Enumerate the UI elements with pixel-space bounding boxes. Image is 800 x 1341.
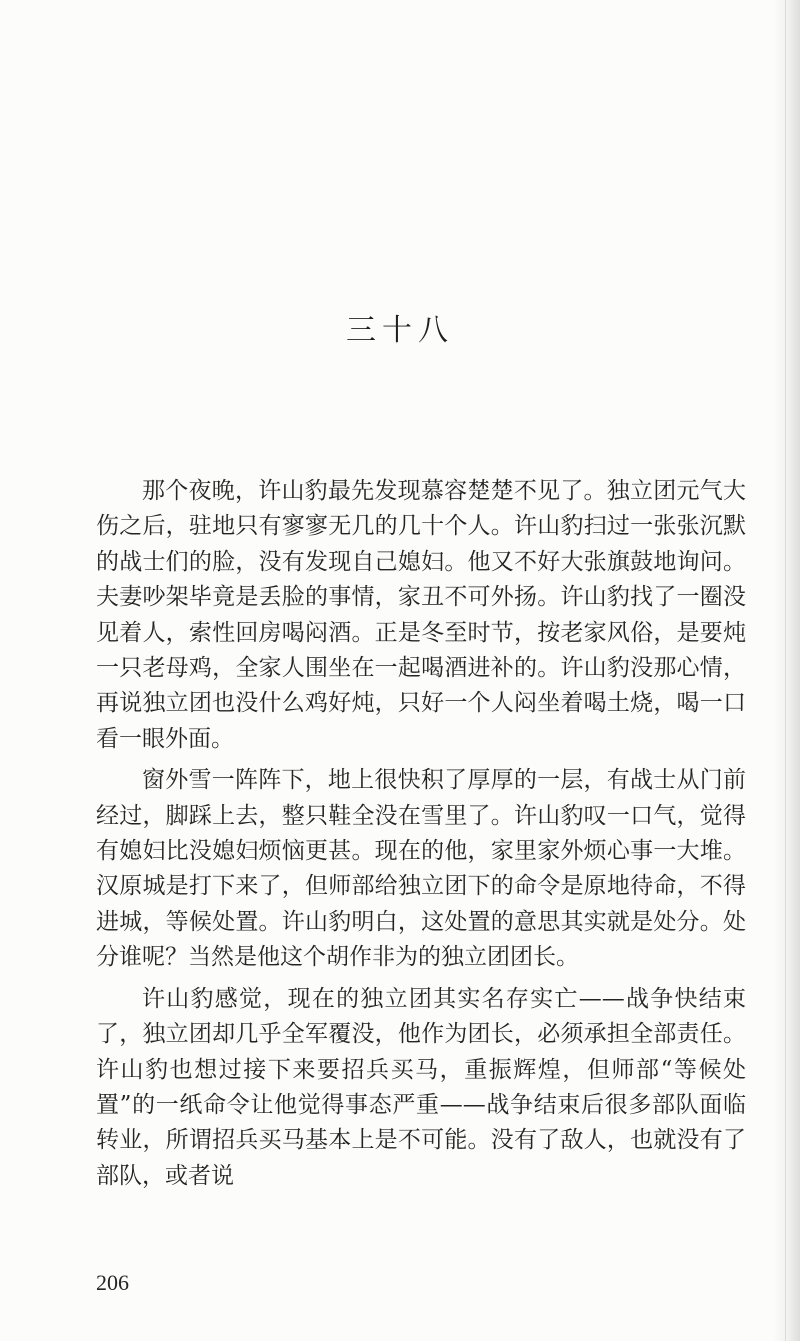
spine-shadow (772, 0, 800, 1341)
body-text (96, 474, 746, 1200)
paragraph-2: 窗外雪一阵阵下，地上很快积了厚厚的一层，有战士从门前经过，脚踩上去，整只鞋全没在雪里了。许山豹叹一口气，觉得有媳妇比没媳妇烦恼更甚。现在的他，家里家外烦心事一大堆。汉原城是打下来了，但师部给独立团下的命令是原地待命，不得进城，等候处置。许山豹明白，这处置的意思其实就是处分。处分谁呢？当然是他这个胡作非为的独立团团长。 (96, 767, 746, 971)
spine-line (785, 0, 786, 1341)
paragraph-3: 许山豹感觉，现在的独立团其实名存实亡——战争快结束了，独立团却几乎全军覆没，他作为团长，必须承担全部责任。许山豹也想过接下来要招兵买马，重振辉煌，但师部“等候处置”的一纸命令让他觉得事态严重——战争结束后很多部队面临转业，所谓招兵买马基本上是不可能。没有了敌人，也就没有了部队，或者说 (96, 985, 746, 1189)
paragraph-1: 那个夜晚，许山豹最先发现慕容楚楚不见了。独立团元气大伤之后，驻地只有寥寥无几的几十个人。许山豹扫过一张张沉默的战士们的脸，没有发现自己媳妇。他又不好大张旗鼓地询问。夫妻吵架毕竟是丢脸的事情，家丑不可外扬。许山豹找了一圈没见着人，索性回房喝闷酒。正是冬至时节，按老家风俗，是要炖一只老母鸡，全家人围坐在一起喝酒进补的。许山豹没那心情，再说独立团也没什么鸡好炖，只好一个人闷坐着喝土烧，喝一口看一眼外面。 (96, 478, 746, 752)
chapter-title: 三十八 (346, 313, 454, 348)
page-number: 206 (96, 1270, 129, 1295)
